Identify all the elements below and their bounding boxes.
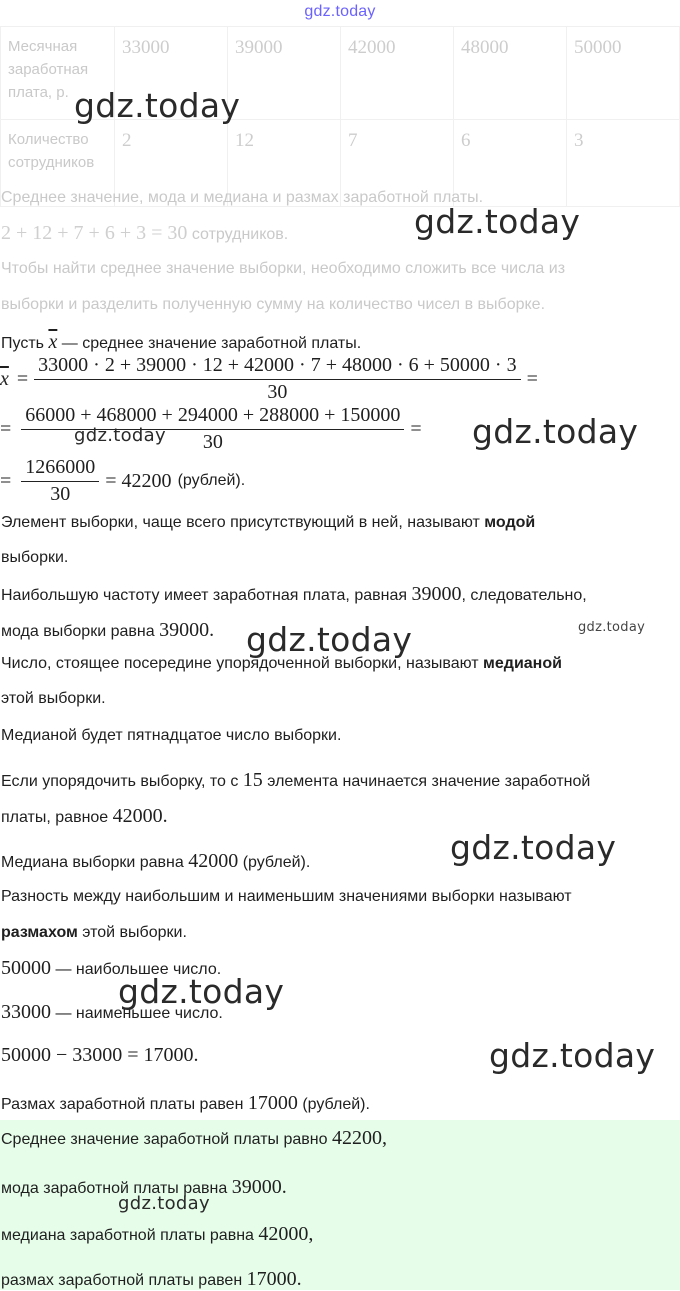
text: — среднее значение заработной платы. xyxy=(61,335,362,352)
text: Размах заработной платы равен xyxy=(1,1096,244,1113)
median-def-cont: этой выборки. xyxy=(1,690,106,707)
text: платы, равное xyxy=(1,809,109,826)
watermark: gdz.today xyxy=(414,202,581,241)
text: медиана заработной платы равна xyxy=(1,1227,254,1244)
watermark: gdz.today xyxy=(74,86,241,125)
denominator: 30 xyxy=(202,431,223,453)
formula-mean-1 xyxy=(0,354,538,404)
numerator: 33000 · 2 + 39000 · 12 + 42000 · 7 + 48000 · 6 + 50000 · 3 xyxy=(34,354,520,380)
text: Среднее значение заработной платы равно xyxy=(1,1131,328,1148)
numerator: 66000 + 468000 + 294000 + 288000 + 150000 xyxy=(21,404,404,430)
watermark: gdz.today xyxy=(489,1036,656,1075)
text: размах заработной платы равен xyxy=(1,1272,243,1289)
result: = 42200 xyxy=(105,469,172,492)
range-result xyxy=(1,1092,370,1115)
text: Пусть xyxy=(1,335,44,352)
table-cell: 39000 xyxy=(228,27,341,120)
watermark: gdz.today xyxy=(118,972,285,1011)
range-def-cont xyxy=(1,924,187,942)
mean-symbol: $\overline{x}$ xyxy=(0,367,9,390)
faded-line: Среднее значение, мода и медиана и размах заработной платы. xyxy=(1,189,484,206)
equals: = xyxy=(526,367,538,390)
text: (рублей). xyxy=(242,854,311,871)
text: Число, стоящее посередине упорядоченной выборки, называют xyxy=(1,655,479,672)
answer-line xyxy=(1,1127,387,1150)
mode-s2 xyxy=(1,619,214,642)
table-cell: 12 xyxy=(228,120,341,207)
number: 33000 xyxy=(1,1001,51,1023)
number: 42200, xyxy=(331,1127,387,1149)
table-cell: 42000 xyxy=(341,27,454,120)
table-cell: 7 xyxy=(341,120,454,207)
text: мода заработной платы равна xyxy=(1,1180,228,1197)
number: 39000. xyxy=(159,619,215,641)
term-mode: модой xyxy=(484,514,536,531)
text: — наименьшее число. xyxy=(55,1005,223,1022)
text: Если упорядочить выборку, то с xyxy=(1,773,239,790)
fraction xyxy=(21,456,99,506)
denominator: 30 xyxy=(50,483,71,505)
watermark: gdz.today xyxy=(74,425,166,446)
formula-mean-3 xyxy=(0,456,245,506)
row-label: Количество сотрудников xyxy=(1,120,115,207)
number: 17000. xyxy=(246,1268,302,1290)
table-cell: 48000 xyxy=(454,27,567,120)
mode-def xyxy=(1,514,535,532)
table-cell: 3 xyxy=(567,120,680,207)
number: 39000 xyxy=(411,583,462,605)
faded-line: Чтобы найти среднее значение выборки, необходимо сложить все числа из xyxy=(1,260,566,277)
table-cell: 50000 xyxy=(567,27,680,120)
number: 42000. xyxy=(112,805,168,827)
range-def: Разность между наибольшим и наименьшим значениями выборки называют xyxy=(1,888,572,905)
median-s3 xyxy=(1,805,168,828)
text: Наибольшую частоту имеет заработная плата, равная xyxy=(1,587,408,604)
table-cell: 33000 xyxy=(115,27,228,120)
text: , следовательно, xyxy=(461,587,587,604)
text: Медиана выборки равна xyxy=(1,854,184,871)
sum-formula: 2 + 12 + 7 + 6 + 3 = 30 xyxy=(1,222,188,244)
text: элемента начинается значение заработной xyxy=(267,773,591,790)
answer-line xyxy=(1,1223,313,1246)
formula-mean-2 xyxy=(0,404,422,454)
mean-symbol: $\overline{x}$ xyxy=(48,331,58,353)
mode-def-cont: выборки. xyxy=(1,549,69,566)
text: Элемент выборки, чаще всего присутствующий в ней, называют xyxy=(1,514,480,531)
text: мода выборки равна xyxy=(1,623,155,640)
number: 17000 xyxy=(247,1092,298,1114)
median-s1: Медианой будет пятнадцатое число выборки. xyxy=(1,727,342,744)
median-s4 xyxy=(1,850,310,873)
mode-s1 xyxy=(1,583,587,606)
unit: (рублей). xyxy=(177,472,246,489)
table-cell: 6 xyxy=(454,120,567,207)
answer-line xyxy=(1,1268,302,1291)
watermark-top: gdz.today xyxy=(304,3,376,20)
number: 50000 xyxy=(1,957,51,979)
watermark: gdz.today xyxy=(578,620,646,635)
row-label: Месячная заработная плата, р. xyxy=(1,27,115,120)
term-median: медианой xyxy=(483,655,562,672)
number: 42000, xyxy=(258,1223,314,1245)
fraction xyxy=(34,354,520,404)
mean-intro xyxy=(1,331,361,354)
faded-line xyxy=(1,222,288,245)
watermark: gdz.today xyxy=(472,412,639,451)
range-calc: 50000 − 33000 = 17000. xyxy=(1,1044,199,1066)
text: — наибольшее число. xyxy=(55,961,222,978)
number: 39000. xyxy=(231,1176,287,1198)
table-cell: 2 xyxy=(115,120,228,207)
watermark: gdz.today xyxy=(118,1193,210,1214)
equals: = xyxy=(16,367,29,390)
equals: = xyxy=(0,417,12,440)
equals: = xyxy=(410,417,422,440)
number: 42000 xyxy=(188,850,239,872)
text: (рублей). xyxy=(302,1096,370,1113)
equals: = xyxy=(0,469,12,492)
watermark: gdz.today xyxy=(450,828,617,867)
numerator: 1266000 xyxy=(21,456,99,482)
watermark: gdz.today xyxy=(246,620,413,659)
term-range: размахом xyxy=(1,924,78,941)
denominator: 30 xyxy=(267,381,288,403)
faded-line: выборки и разделить полученную сумму на количество чисел в выборке. xyxy=(1,296,546,313)
median-s2 xyxy=(1,769,590,792)
text: этой выборки. xyxy=(82,924,187,941)
sum-text: сотрудников. xyxy=(191,226,289,243)
number: 15 xyxy=(242,769,263,791)
